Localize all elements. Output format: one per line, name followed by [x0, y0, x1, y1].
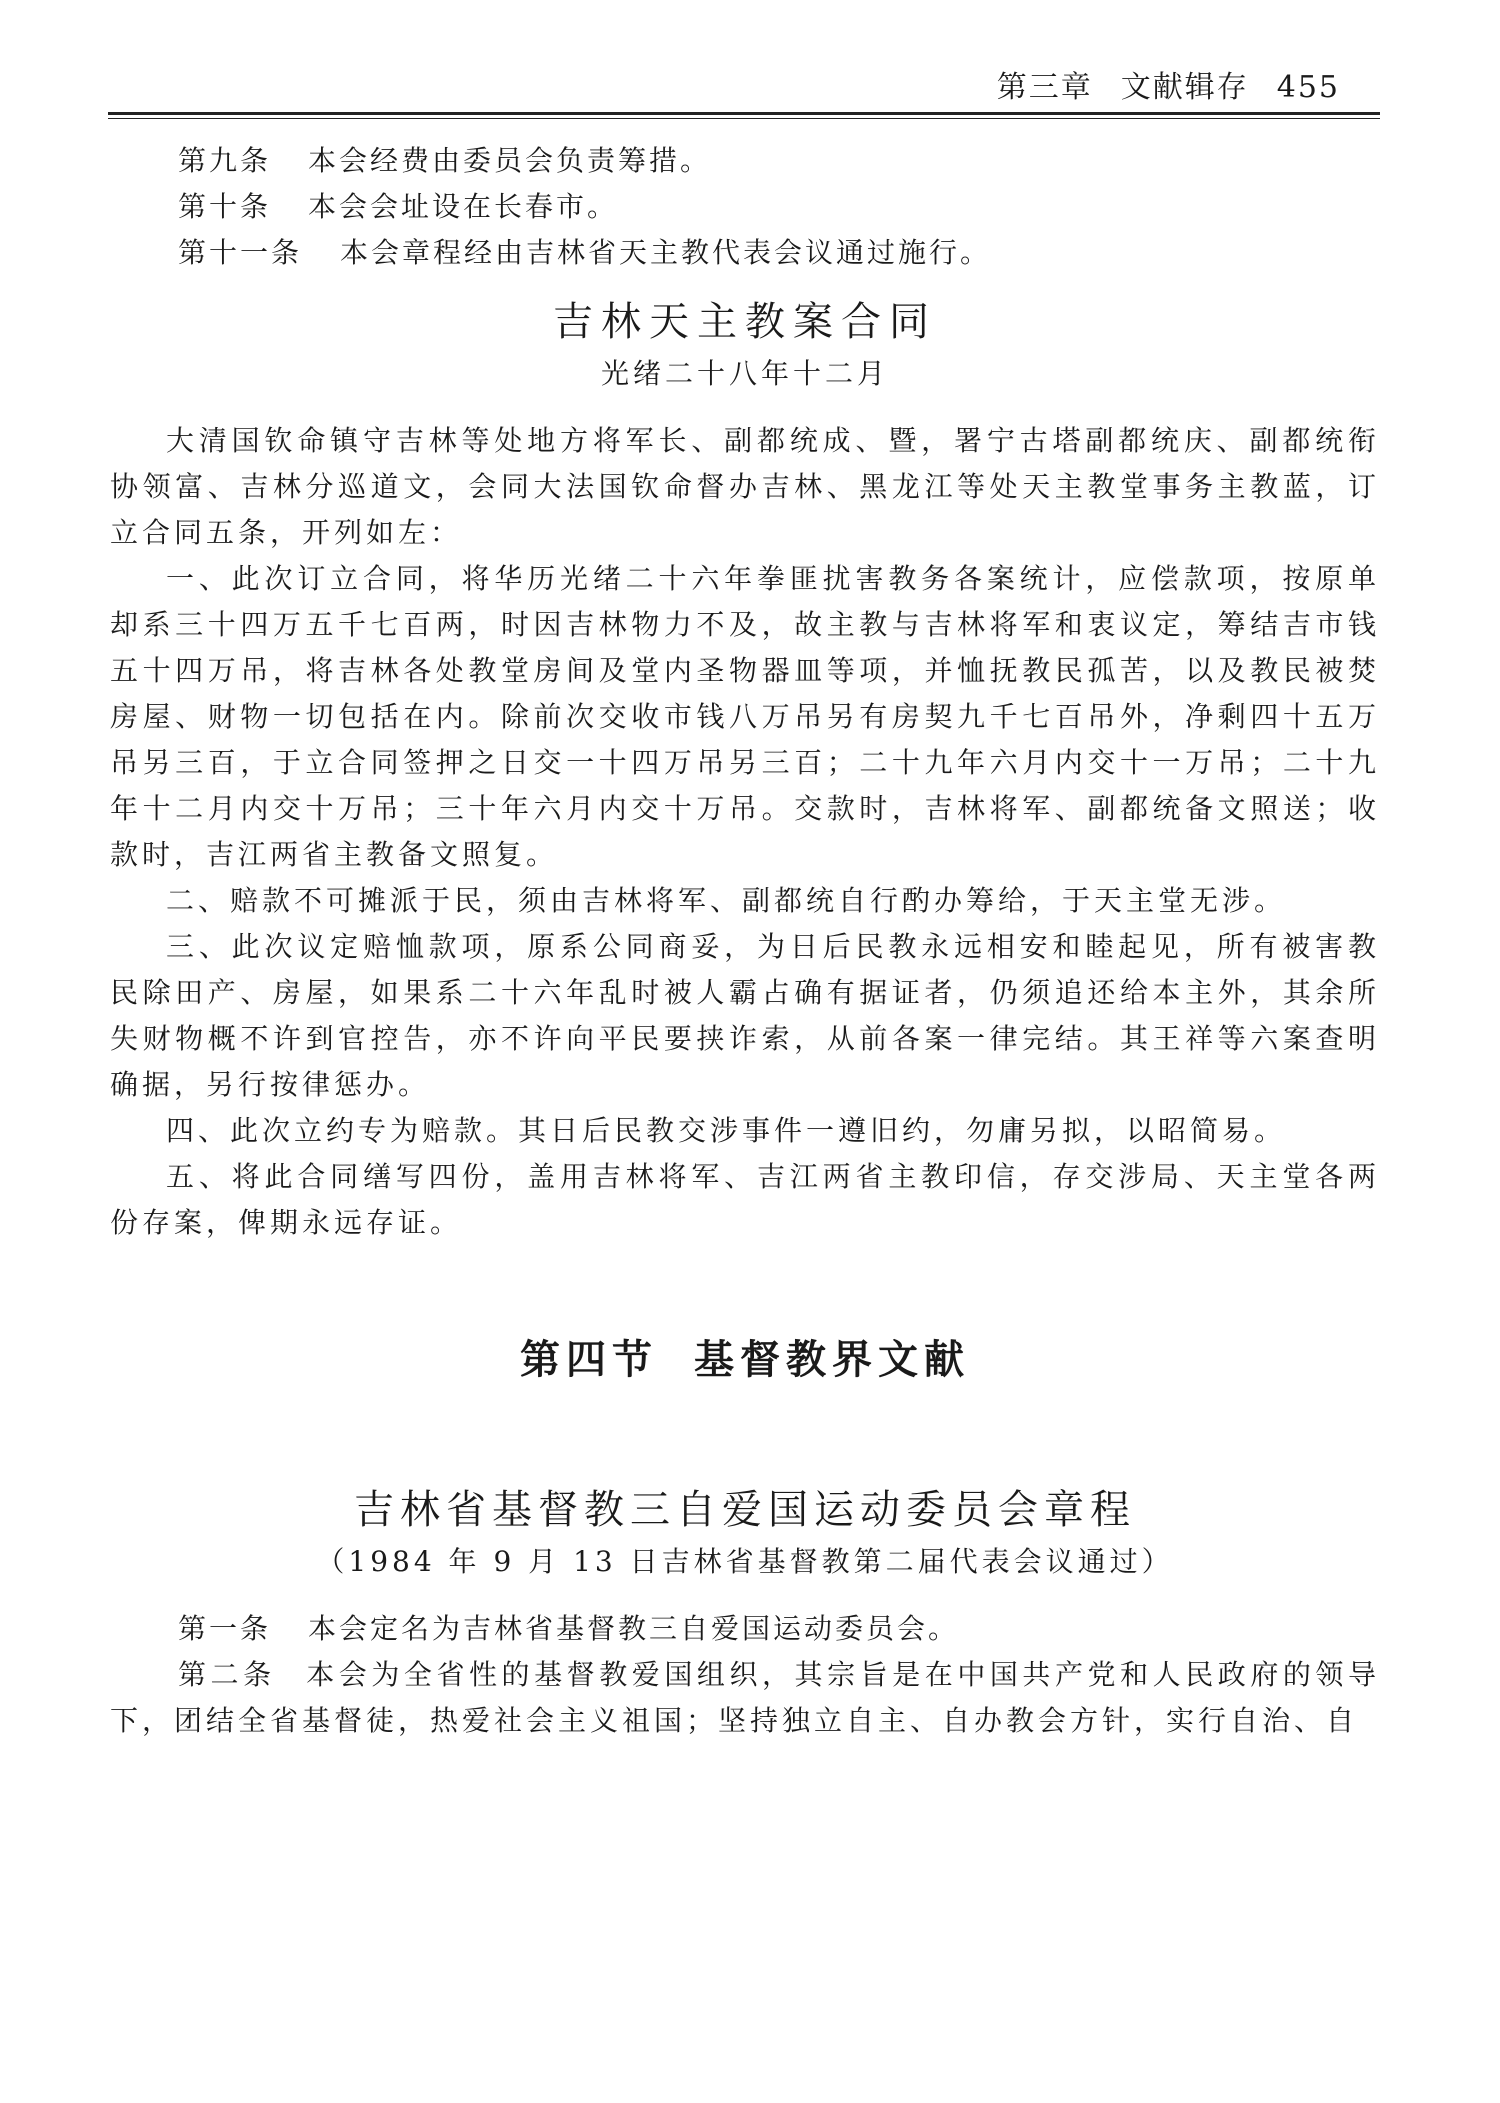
header-rule-thin — [108, 118, 1380, 119]
article-11: 第十一条 本会章程经由吉林省天主教代表会议通过施行。 — [178, 236, 992, 269]
running-head — [969, 62, 1340, 106]
section-heading — [110, 1332, 1380, 1388]
page-number: 455 — [1276, 70, 1340, 105]
contract-clause-1: 一、此次订立合同，将华历光绪二十六年拳匪扰害教务各案统计，应偿款项，按原单却系三十四万五千七百两，时因吉林物力不及，故主教与吉林将军和衷议定，筹结吉市钱五十四万吊，将吉林各处教堂房间及堂内圣物器皿等项，并恤抚教民孤苦，以及教民被焚房屋、财物一切包括在内。除前次交收市钱八万吊另有房契九千七百吊外，净剩四十五万吊另三百，于立合同签押之日交一十四万吊另三百；二十九年六月内交十一万吊；二十九年十二月内交十万吊；三十年六月内交十万吊。交款时，吉林将军、副都统备文照送；收款时，吉江两省主教备文照复。 — [110, 562, 1380, 871]
charter-title: 吉林省基督教三自爱国运动委员会章程 — [354, 1487, 1136, 1533]
page-body — [110, 138, 1380, 1744]
charter-article-2: 第二条 本会为全省性的基督教爱国组织，其宗旨是在中国共产党和人民政府的领导下，团结全省基督徒，热爱社会主义祖国；坚持独立自主、自办教会方针，实行自治、自 — [110, 1658, 1380, 1737]
contract-clause-2: 二、赔款不可摊派于民，须由吉林将军、副都统自行酌办筹给，于天主堂无涉。 — [166, 884, 1287, 917]
section-number: 第四节 — [520, 1336, 658, 1383]
article-9: 第九条 本会经费由委员会负责筹措。 — [178, 144, 712, 177]
charter-article-1: 第一条 本会定名为吉林省基督教三自爱国运动委员会。 — [178, 1612, 960, 1645]
chapter-title: 文献辑存 — [1120, 70, 1249, 105]
contract-clause-3: 三、此次议定赔恤款项，原系公同商妥，为日后民教永远相安和睦起见，所有被害教民除田产、房屋，如果系二十六年乱时被人霸占确有据证者，仍须追还给本主外，其余所失财物概不许到官控告，亦不许向平民要挟诈索，从前各案一律完结。其王祥等六案查明确据，另行按律惩办。 — [110, 930, 1380, 1101]
contract-preamble: 大清国钦命镇守吉林等处地方将军长、副都统成、暨，署宁古塔副都统庆、副都统衔协领富、吉林分巡道文，会同大法国钦命督办吉林、黑龙江等处天主教堂事务主教蓝，订立合同五条，开列如左： — [110, 424, 1380, 549]
contract-clause-4: 四、此次立约专为赔款。其日后民教交涉事件一遵旧约，勿庸另拟，以昭简易。 — [166, 1114, 1287, 1147]
chapter-number: 第三章 — [996, 70, 1093, 105]
charter-note: （1984 年 9 月 13 日吉林省基督教第二届代表会议通过） — [316, 1545, 1174, 1578]
contract-date: 光绪二十八年十二月 — [600, 357, 889, 390]
section-title: 基督教界文献 — [694, 1336, 970, 1383]
contract-title: 吉林天主教案合同 — [553, 299, 937, 345]
header-rule-thick — [108, 112, 1380, 115]
contract-clause-5: 五、将此合同缮写四份，盖用吉林将军、吉江两省主教印信，存交涉局、天主堂各两份存案，俾期永远存证。 — [110, 1160, 1380, 1239]
article-10: 第十条 本会会址设在长春市。 — [178, 190, 619, 223]
